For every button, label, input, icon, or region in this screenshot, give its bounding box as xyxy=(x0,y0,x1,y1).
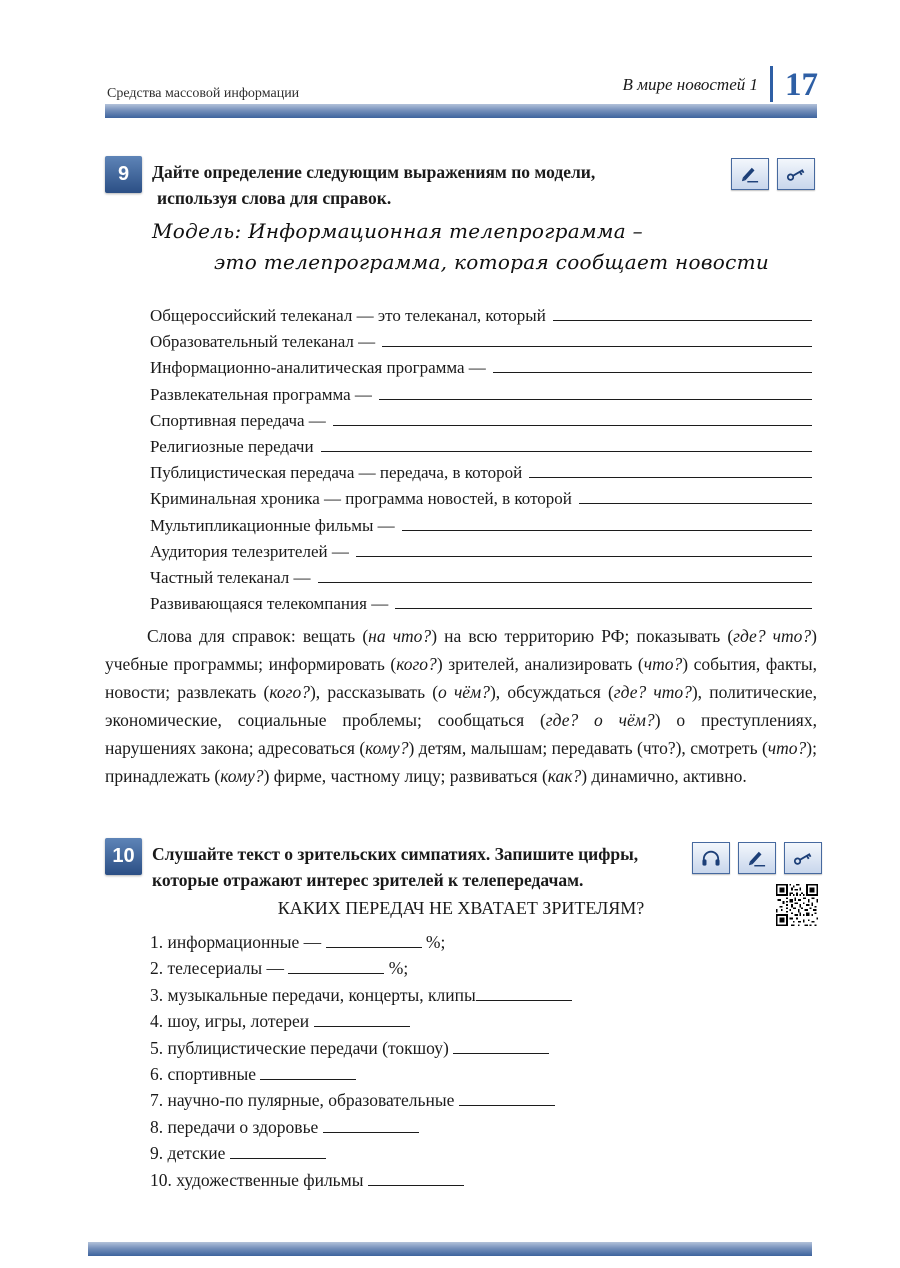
blank-line xyxy=(493,362,812,373)
item-label: 7. научно-по пулярные, образовательные xyxy=(150,1090,459,1111)
item-suffix: %; xyxy=(384,958,409,979)
blank-line xyxy=(333,415,812,426)
blank-line xyxy=(356,546,812,557)
definition-label: Образовательный телеканал — xyxy=(150,332,376,352)
running-header-right xyxy=(623,66,819,102)
blank-line xyxy=(260,1069,356,1080)
blank-line xyxy=(395,598,812,609)
list-item xyxy=(150,1035,572,1061)
blank-line xyxy=(323,1122,419,1133)
list-item xyxy=(150,955,572,981)
header-divider xyxy=(770,66,773,102)
definition-label: Аудитория телезрителей — xyxy=(150,541,349,561)
item-label: 2. телесериалы — xyxy=(150,958,289,979)
blank-line xyxy=(579,493,812,504)
blank-line xyxy=(459,1095,555,1106)
writing-hand-icon xyxy=(731,158,769,190)
definition-label: Криминальная хроника — программа новостей, в которой xyxy=(150,489,572,509)
definition-line xyxy=(150,437,812,463)
reference-words-paragraph: Слова для справок: вещать (на что?) на всю территорию РФ; показывать (где? что?) учебные программы; информировать (кого?) зрителей, анализировать (что?) события, факты, новости; развлекать (кого?), рассказывать (о чём?), обсуждаться (где? что?), политические, экономические, социальные проблемы; сообщаться (где? о чём?) о преступлениях, нарушениях закона; адресоваться (кому?) детям, малышам; передавать (что?), смотреть (что?); принадлежать (кому?) фирме, частному лицу; развиваться (как?) динамично, активно. xyxy=(105,626,818,786)
definition-label: Развивающаяся телекомпания — xyxy=(150,594,389,614)
item-label: 3. музыкальные передачи, концерты, клипы xyxy=(150,984,476,1005)
list-item xyxy=(150,1061,572,1087)
exercise-9-number-badge: 9 xyxy=(105,156,142,193)
blank-line xyxy=(553,310,812,321)
definition-line xyxy=(150,306,812,332)
writing-hand-icon xyxy=(738,842,776,874)
key-icon xyxy=(784,842,822,874)
blank-line xyxy=(318,572,812,583)
definition-line xyxy=(150,568,812,594)
survey-items xyxy=(150,929,572,1193)
list-item xyxy=(150,929,572,955)
exercise-10-icons xyxy=(692,842,822,874)
definition-line xyxy=(150,489,812,515)
exercise-9-icons xyxy=(731,158,815,190)
definition-line xyxy=(150,358,812,384)
definition-line xyxy=(150,463,812,489)
definition-line xyxy=(150,542,812,568)
list-item xyxy=(150,982,572,1008)
definition-label: Мультипликационные фильмы — xyxy=(150,515,395,535)
definition-line xyxy=(150,411,812,437)
exercise-10-title-line1: Слушайте текст о зрительских симпатиях. Запишите цифры, xyxy=(152,844,639,864)
key-icon xyxy=(777,158,815,190)
model-line1: Модель: Информационная телепрограмма – xyxy=(152,219,643,243)
blank-line xyxy=(529,467,812,478)
item-label: 9. детские xyxy=(150,1143,230,1164)
blank-line xyxy=(368,1175,464,1186)
exercise-9-title xyxy=(152,159,717,211)
definition-label: Публицистическая передача — передача, в которой xyxy=(150,463,523,483)
item-label: 8. передачи о здоровье xyxy=(150,1116,323,1137)
list-item xyxy=(150,1008,572,1034)
blank-line xyxy=(288,963,384,974)
list-item xyxy=(150,1167,572,1193)
definition-lines xyxy=(150,306,812,620)
item-label: 4. шоу, игры, лотереи xyxy=(150,1011,314,1032)
list-item xyxy=(150,1114,572,1140)
headphones-icon xyxy=(692,842,730,874)
item-suffix: %; xyxy=(421,932,446,952)
blank-line xyxy=(314,1016,410,1027)
definition-label: Спортивная передача — xyxy=(150,410,326,430)
footer-rule-bar xyxy=(88,1242,812,1256)
model-line2: это телепрограмма, которая сообщает новости xyxy=(214,250,770,274)
blank-line xyxy=(382,336,812,347)
exercise-9-title-line2: используя слова для справок. xyxy=(157,188,392,208)
item-label: 5. публицистические передачи (токшоу) xyxy=(150,1037,454,1058)
blank-line xyxy=(453,1043,549,1054)
blank-line xyxy=(379,389,812,400)
header-rule-bar xyxy=(105,104,817,118)
running-header-left: Средства массовой информации xyxy=(107,86,300,101)
model-example xyxy=(152,216,769,278)
definition-line xyxy=(150,594,812,620)
definition-label: Общероссийский телеканал — это телеканал, который xyxy=(150,306,546,325)
definition-label: Развлекательная программа — xyxy=(150,384,372,404)
item-label: 10. художественные фильмы xyxy=(150,1169,368,1190)
exercise-9-title-line1: Дайте определение следующим выражениям по модели, xyxy=(152,162,596,182)
definition-label: Частный телеканал — xyxy=(150,567,311,587)
list-item xyxy=(150,1087,572,1113)
definition-line xyxy=(150,385,812,411)
blank-line xyxy=(402,520,812,531)
blank-line xyxy=(326,937,422,948)
blank-line xyxy=(230,1148,326,1159)
item-label: 6. спортивные xyxy=(150,1063,261,1084)
item-label: 1. информационные — xyxy=(150,932,326,952)
survey-heading: КАКИХ ПЕРЕДАЧ НЕ ХВАТАЕТ ЗРИТЕЛЯМ? xyxy=(277,898,645,918)
exercise-10-number-badge: 10 xyxy=(105,838,142,875)
blank-line xyxy=(321,441,812,452)
page-number: 17 xyxy=(785,67,818,103)
definition-label: Информационно-аналитическая программа — xyxy=(150,358,486,378)
definition-label: Религиозные передачи xyxy=(150,436,314,456)
exercise-10-title xyxy=(152,841,682,893)
chapter-title: В мире новостей 1 xyxy=(622,75,758,94)
blank-line xyxy=(476,990,572,1001)
definition-line xyxy=(150,516,812,542)
definition-line xyxy=(150,332,812,358)
list-item xyxy=(150,1140,572,1166)
exercise-10-title-line2: которые отражают интерес зрителей к телепередачам. xyxy=(152,870,584,890)
